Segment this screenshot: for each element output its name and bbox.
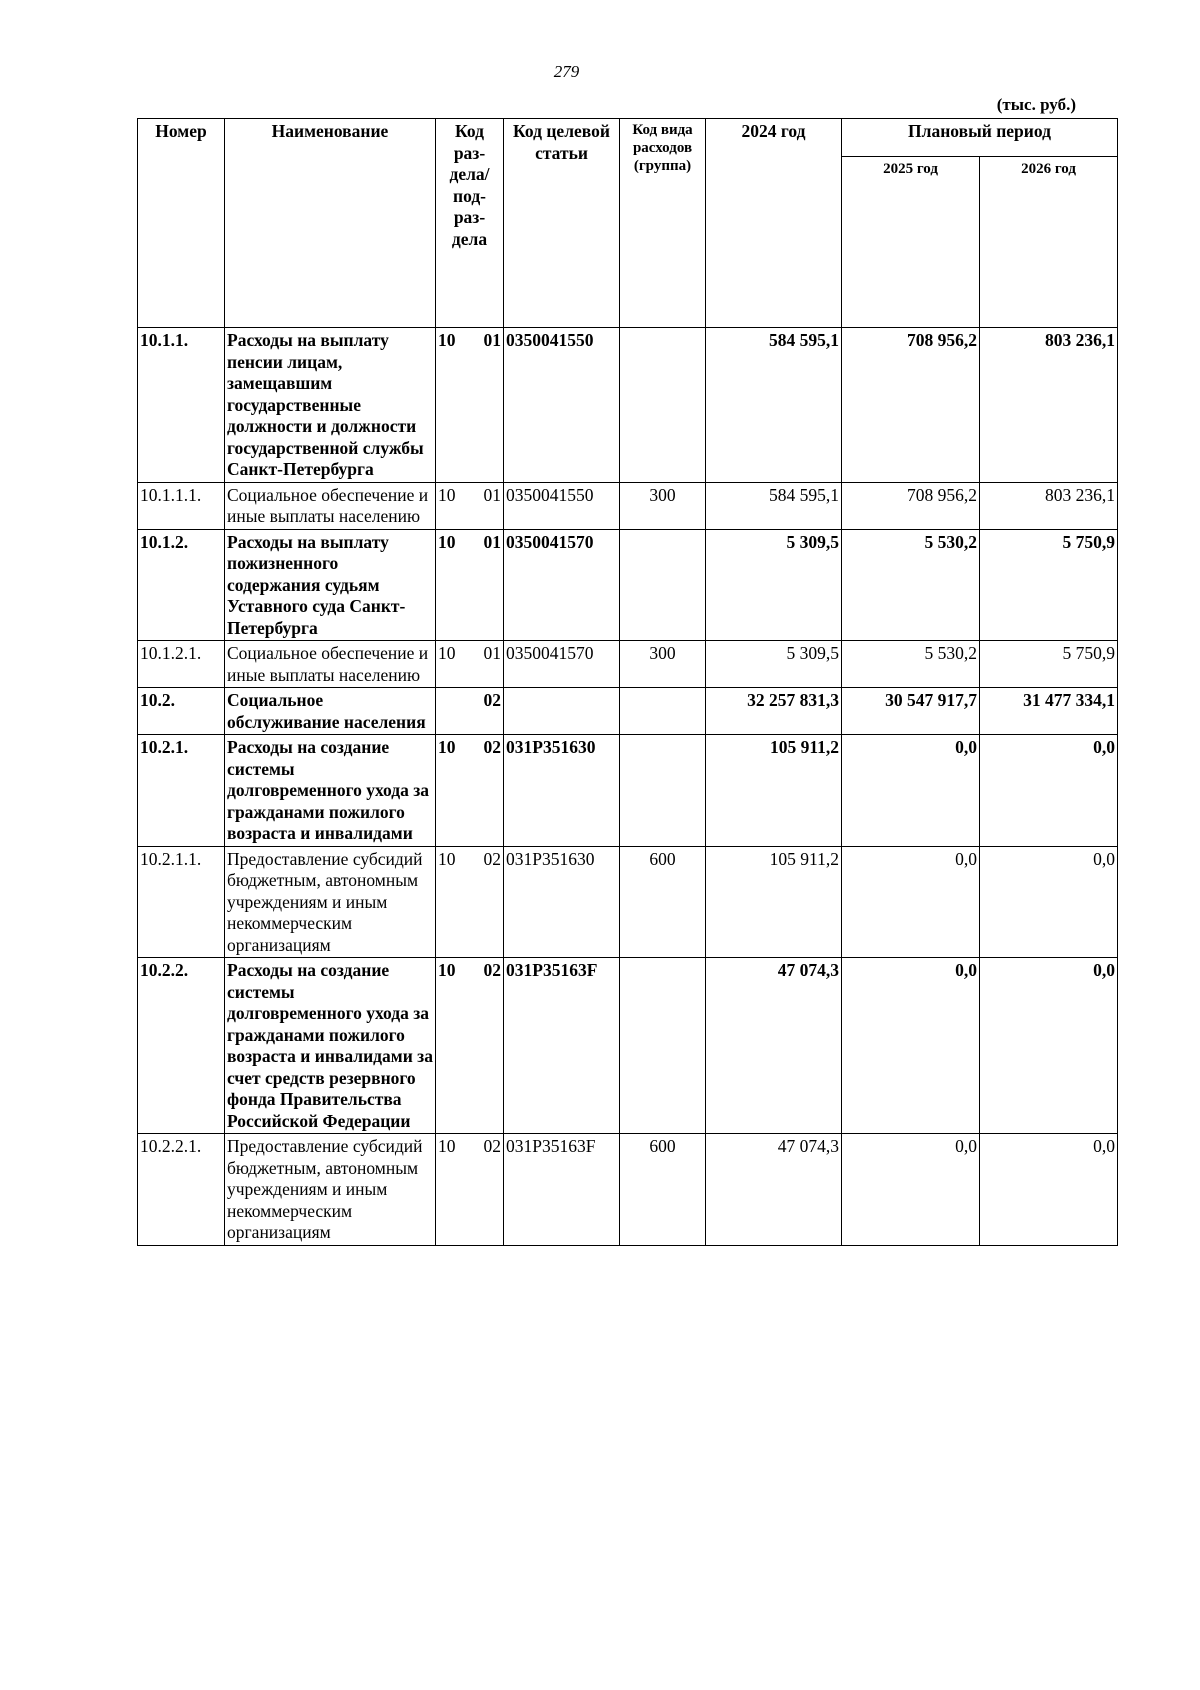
row-target-code: 0350041550 — [504, 328, 620, 483]
table-row — [138, 735, 1118, 847]
row-section-code — [436, 529, 504, 641]
subsection-code: 02 — [483, 1136, 501, 1156]
row-target-code: 031Р35163F — [504, 1134, 620, 1246]
row-expense-type: 300 — [620, 641, 706, 688]
row-number: 10.1.1. — [138, 328, 225, 483]
row-section-code — [436, 846, 504, 958]
header-year-2026: 2026 год — [980, 157, 1118, 328]
row-amount-2024: 5 309,5 — [706, 529, 842, 641]
header-planned-period: Плановый период — [842, 119, 1118, 157]
row-amount-2026: 0,0 — [980, 1134, 1118, 1246]
row-amount-2024: 584 595,1 — [706, 328, 842, 483]
section-code: 10 — [438, 1136, 456, 1156]
row-expense-type — [620, 529, 706, 641]
row-section-code — [436, 688, 504, 735]
table-row — [138, 688, 1118, 735]
row-amount-2026: 803 236,1 — [980, 482, 1118, 529]
section-code: 10 — [438, 330, 456, 350]
table-row — [138, 328, 1118, 483]
row-name: Расходы на выплату пожизненного содержания судьям Уставного суда Санкт-Петербурга — [225, 529, 436, 641]
row-amount-2025: 0,0 — [842, 846, 980, 958]
row-amount-2026: 803 236,1 — [980, 328, 1118, 483]
row-amount-2026: 0,0 — [980, 846, 1118, 958]
subsection-code: 02 — [483, 690, 501, 710]
section-code: 10 — [438, 484, 456, 505]
row-name: Социальное обеспечение и иные выплаты населению — [225, 641, 436, 688]
row-name: Социальное обеспечение и иные выплаты населению — [225, 482, 436, 529]
header-name: Наименование — [225, 119, 436, 328]
row-amount-2026: 5 750,9 — [980, 641, 1118, 688]
row-amount-2026: 5 750,9 — [980, 529, 1118, 641]
row-number: 10.2.1. — [138, 735, 225, 847]
row-expense-type: 600 — [620, 1134, 706, 1246]
row-amount-2025: 5 530,2 — [842, 641, 980, 688]
row-number: 10.1.2.1. — [138, 641, 225, 688]
row-amount-2026: 31 477 334,1 — [980, 688, 1118, 735]
row-number: 10.1.1.1. — [138, 482, 225, 529]
header-year-2024: 2024 год — [706, 119, 842, 328]
row-section-code — [436, 641, 504, 688]
row-amount-2025: 0,0 — [842, 735, 980, 847]
table-body — [138, 328, 1118, 1246]
row-amount-2025: 708 956,2 — [842, 328, 980, 483]
header-year-2025: 2025 год — [842, 157, 980, 328]
header-section-code: Код раз-дела/ под-раз-дела — [436, 119, 504, 328]
row-expense-type: 600 — [620, 846, 706, 958]
row-expense-type — [620, 735, 706, 847]
header-expense-type: Код вида расходов (группа) — [620, 119, 706, 328]
row-number: 10.2. — [138, 688, 225, 735]
row-amount-2024: 47 074,3 — [706, 958, 842, 1134]
subsection-code: 01 — [483, 484, 501, 505]
row-number: 10.2.1.1. — [138, 846, 225, 958]
row-expense-type — [620, 958, 706, 1134]
row-amount-2025: 5 530,2 — [842, 529, 980, 641]
table-header — [138, 119, 1118, 328]
subsection-code: 02 — [483, 737, 501, 757]
row-number: 10.2.2. — [138, 958, 225, 1134]
row-section-code — [436, 735, 504, 847]
row-name: Предоставление субсидий бюджетным, автономным учреждениям и иным некоммерческим организациям — [225, 846, 436, 958]
table-row — [138, 482, 1118, 529]
row-section-code — [436, 328, 504, 483]
row-section-code — [436, 1134, 504, 1246]
row-target-code: 0350041550 — [504, 482, 620, 529]
table-row — [138, 958, 1118, 1134]
row-target-code: 031Р351630 — [504, 846, 620, 958]
page-number: 279 — [553, 62, 580, 81]
section-code: 10 — [438, 960, 456, 980]
row-amount-2025: 708 956,2 — [842, 482, 980, 529]
row-amount-2024: 105 911,2 — [706, 735, 842, 847]
row-amount-2024: 584 595,1 — [706, 482, 842, 529]
row-expense-type — [620, 328, 706, 483]
row-amount-2024: 5 309,5 — [706, 641, 842, 688]
subsection-code: 01 — [483, 330, 501, 350]
row-target-code: 031Р35163F — [504, 958, 620, 1134]
row-target-code — [504, 688, 620, 735]
row-section-code — [436, 958, 504, 1134]
section-code: 10 — [438, 737, 456, 757]
row-name: Социальное обслуживание населения — [225, 688, 436, 735]
row-name: Расходы на создание системы долговременного ухода за гражданами пожилого возраста и инвалидами за счет средств резервного фонда Правительства Российской Федерации — [225, 958, 436, 1134]
row-amount-2025: 0,0 — [842, 958, 980, 1134]
row-amount-2026: 0,0 — [980, 735, 1118, 847]
subsection-code: 02 — [483, 848, 501, 869]
table-row — [138, 846, 1118, 958]
row-target-code: 0350041570 — [504, 641, 620, 688]
table-row — [138, 1134, 1118, 1246]
row-section-code — [436, 482, 504, 529]
row-name: Расходы на выплату пенсии лицам, замещавшим государственные должности и должности государственной службы Санкт-Петербурга — [225, 328, 436, 483]
row-amount-2025: 0,0 — [842, 1134, 980, 1246]
subsection-code: 02 — [483, 960, 501, 980]
table-row — [138, 641, 1118, 688]
budget-table — [137, 118, 1118, 1246]
row-name: Расходы на создание системы долговременного ухода за гражданами пожилого возраста и инвалидами — [225, 735, 436, 847]
row-amount-2024: 105 911,2 — [706, 846, 842, 958]
row-target-code: 0350041570 — [504, 529, 620, 641]
section-code: 10 — [438, 531, 456, 552]
row-amount-2024: 47 074,3 — [706, 1134, 842, 1246]
header-target-code: Код целевой статьи — [504, 119, 620, 328]
row-expense-type: 300 — [620, 482, 706, 529]
header-number: Номер — [138, 119, 225, 328]
row-target-code: 031Р351630 — [504, 735, 620, 847]
section-code: 10 — [438, 643, 456, 663]
row-amount-2026: 0,0 — [980, 958, 1118, 1134]
row-expense-type — [620, 688, 706, 735]
subsection-code: 01 — [483, 531, 501, 552]
row-name: Предоставление субсидий бюджетным, автономным учреждениям и иным некоммерческим организациям — [225, 1134, 436, 1246]
units-label: (тыс. руб.) — [996, 95, 1076, 114]
row-number: 10.2.2.1. — [138, 1134, 225, 1246]
subsection-code: 01 — [483, 643, 501, 663]
table-row — [138, 529, 1118, 641]
row-amount-2024: 32 257 831,3 — [706, 688, 842, 735]
row-number: 10.1.2. — [138, 529, 225, 641]
section-code: 10 — [438, 848, 456, 869]
row-amount-2025: 30 547 917,7 — [842, 688, 980, 735]
